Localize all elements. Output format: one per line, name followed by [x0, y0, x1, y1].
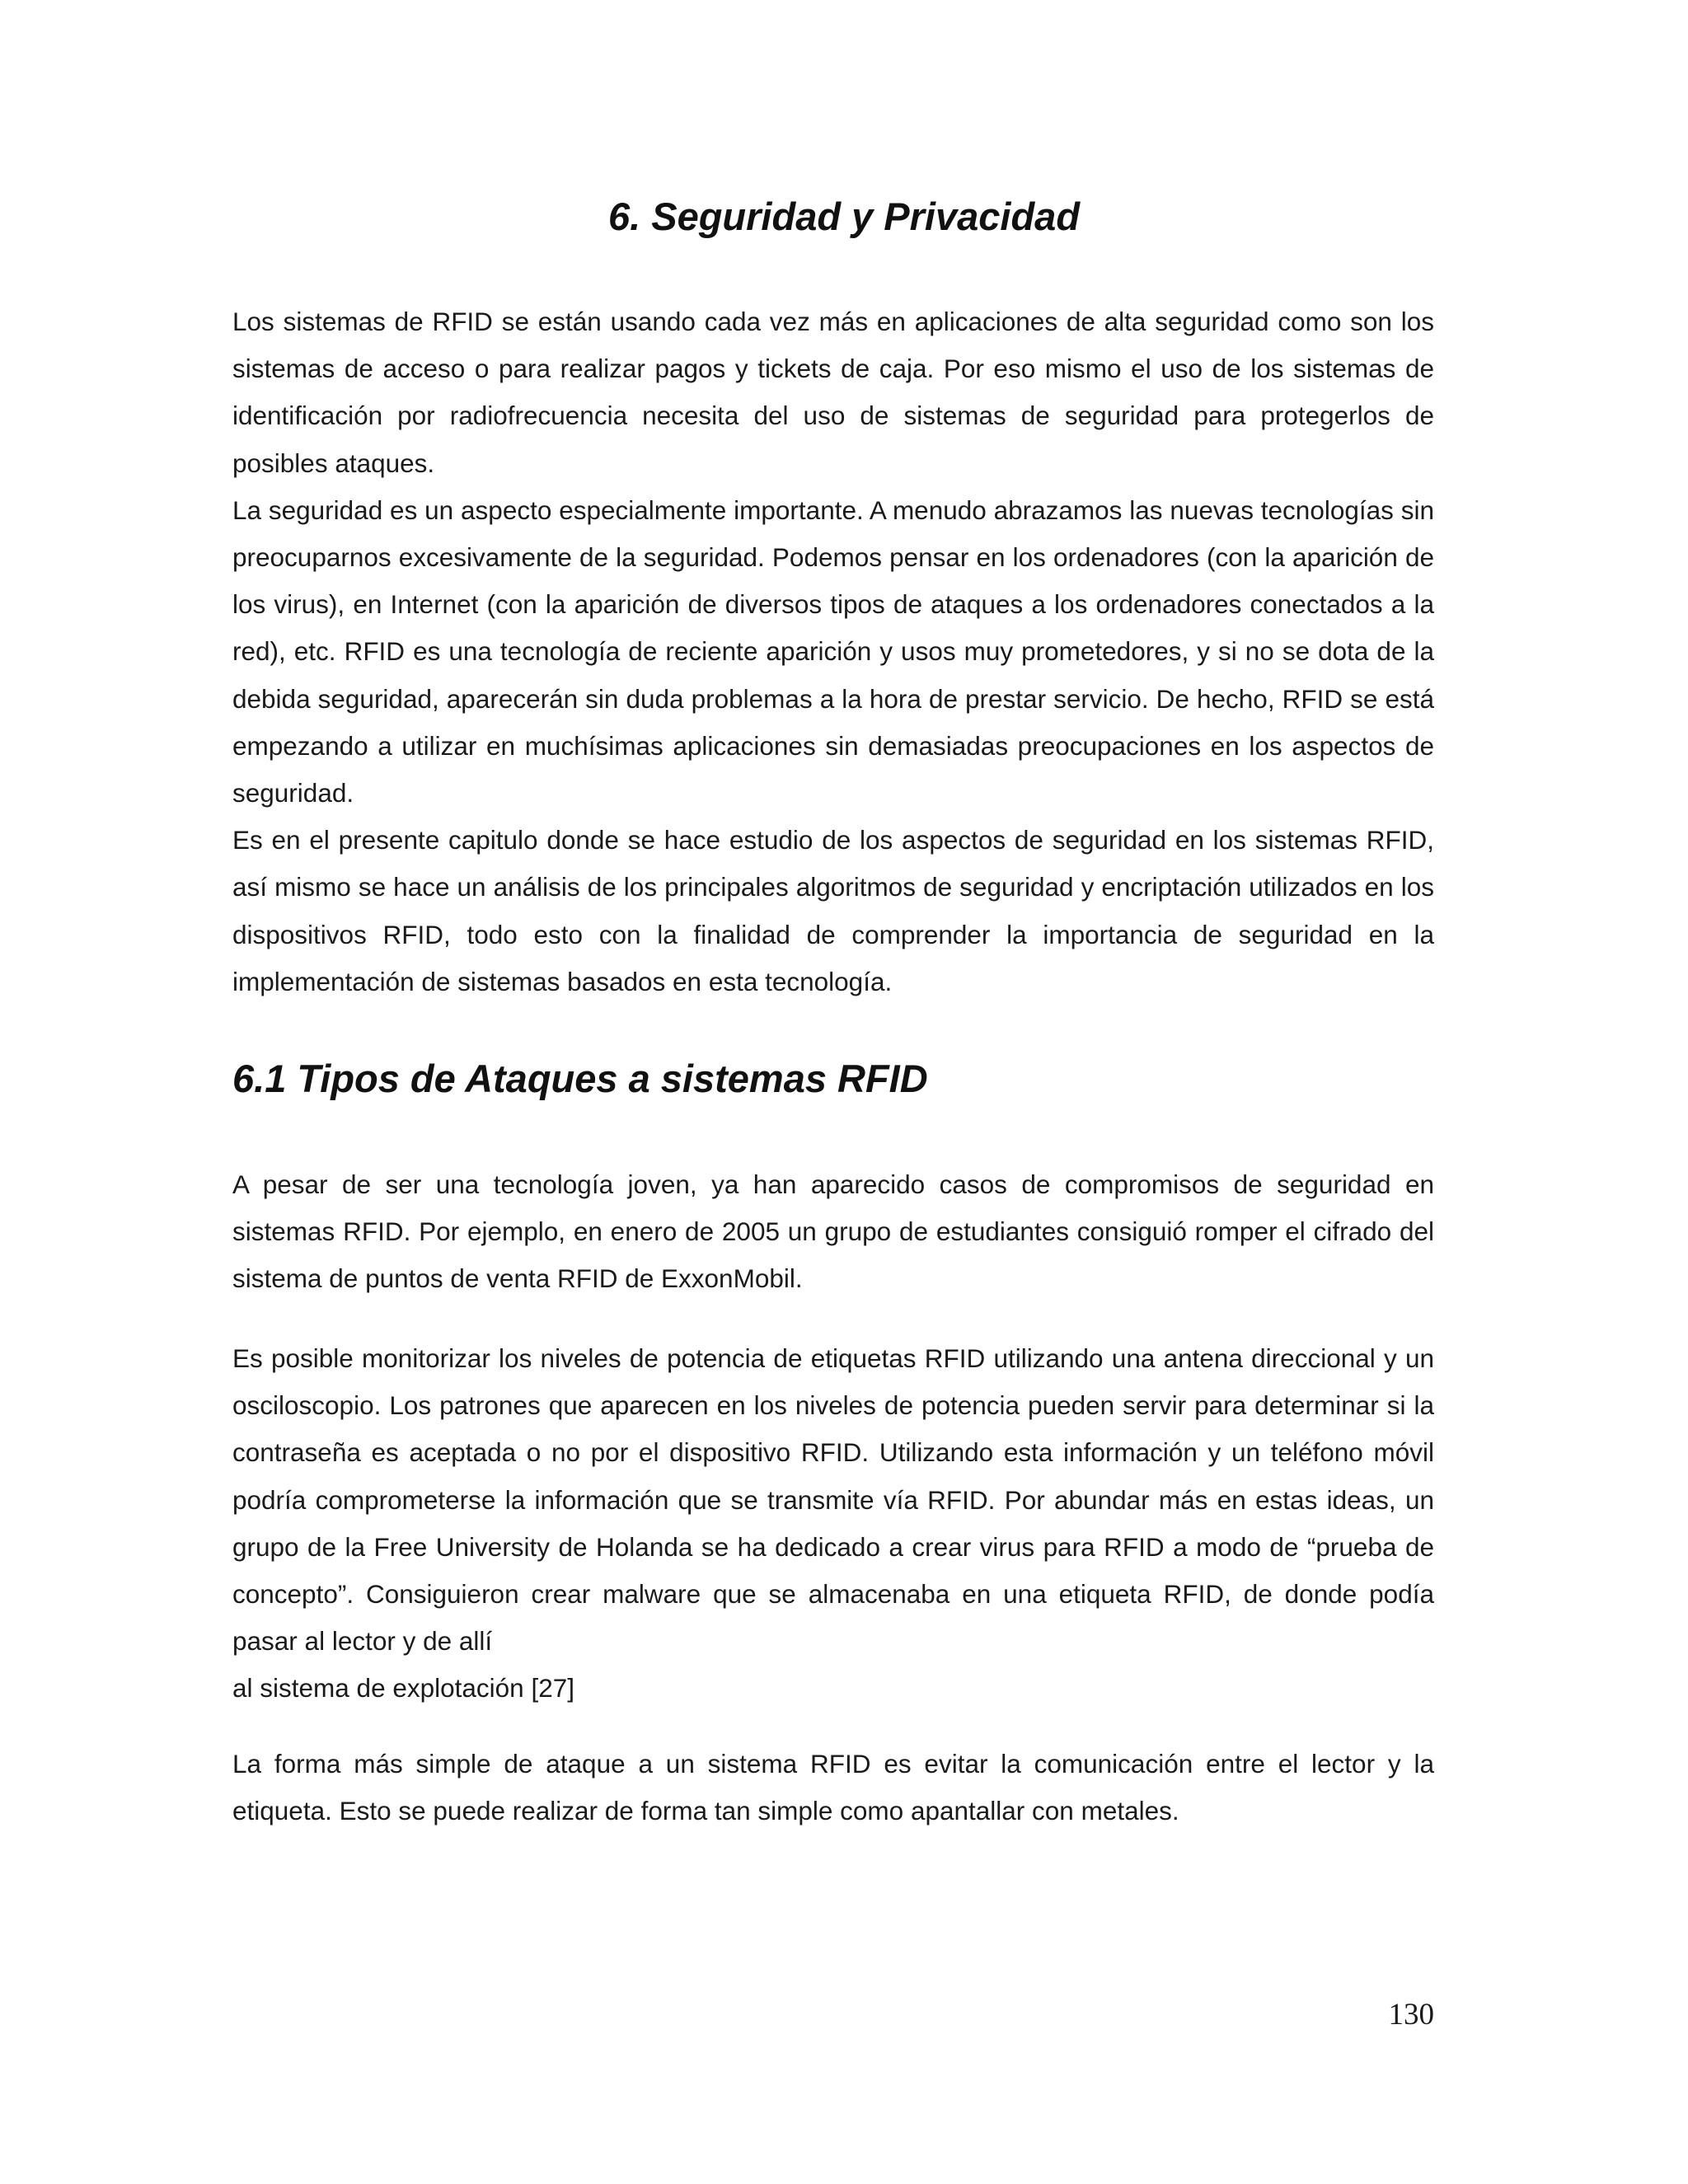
section-paragraph-3: La forma más simple de ataque a un sistema RFID es evitar la comunicación entre el lector y la etiqueta. Esto se puede realizar de forma tan simple como apantallar con metales. — [232, 1749, 1434, 1826]
intro-block — [232, 298, 1434, 1005]
section-title: 6.1 Tipos de Ataques a sistemas RFID — [232, 1057, 928, 1100]
chapter-title: 6. Seguridad y Privacidad — [607, 194, 1081, 238]
intro-paragraph-3: Es en el presente capitulo donde se hace estudio de los aspectos de seguridad en los sistemas RFID, así mismo se hace un análisis de los principales algoritmos de seguridad y encriptación utilizados en los dispositivos RFID, todo esto con la finalidad de comprender la importancia de seguridad en la implementación de sistemas basados en esta tecnología. — [232, 825, 1434, 996]
section-paragraph-block-2 — [232, 1335, 1434, 1713]
section-paragraph-2: Es posible monitorizar los niveles de potencia de etiquetas RFID utilizando una antena direccional y un osciloscopio. Los patrones que aparecen en los niveles de potencia pueden servir para determinar si la contraseña es aceptada o no por el dispositivo RFID. Utilizando esta información y un teléfono móvil podría comprometerse la información que se transmite vía RFID. Por abundar más en estas ideas, un grupo de la Free University de Holanda se ha dedicado a crear virus para RFID a modo de “prueba de concepto”. Consiguieron crear malware que se almacenaba en una etiqueta RFID, de donde podía pasar al lector y de allí — [232, 1343, 1434, 1657]
section-paragraph-block-3 — [232, 1741, 1434, 1835]
intro-paragraph-1: Los sistemas de RFID se están usando cada vez más en aplicaciones de alta seguridad como son los sistemas de acceso o para realizar pagos y tickets de caja. Por eso mismo el uso de los sistemas de identificación por radiofrecuencia necesita del uso de sistemas de seguridad para protegerlos de posibles ataques. — [232, 307, 1434, 478]
section-paragraph-1: A pesar de ser una tecnología joven, ya han aparecido casos de compromisos de seguridad en sistemas RFID. Por ejemplo, en enero de 2005 un grupo de estudiantes consiguió romper el cifrado del sistema de puntos de venta RFID de ExxonMobil. — [232, 1169, 1434, 1294]
page-number: 130 — [1388, 1998, 1434, 2032]
intro-paragraph-2: La seguridad es un aspecto especialmente importante. A menudo abrazamos las nuevas tecnologías sin preocuparnos excesivamente de la seguridad. Podemos pensar en los ordenadores (con la aparición de los virus), en Internet (con la aparición de diversos tipos de ataques a los ordenadores conectados a la red), etc. RFID es una tecnología de reciente aparición y usos muy prometedores, y si no se dota de la debida seguridad, aparecerán sin duda problemas a la hora de prestar servicio. De hecho, RFID se está empezando a utilizar en muchísimas aplicaciones sin demasiadas preocupaciones en los aspectos de seguridad. — [232, 494, 1434, 808]
section-paragraph-2-tail: al sistema de explotación [27] — [232, 1673, 574, 1704]
section-paragraph-block-1 — [232, 1161, 1434, 1303]
